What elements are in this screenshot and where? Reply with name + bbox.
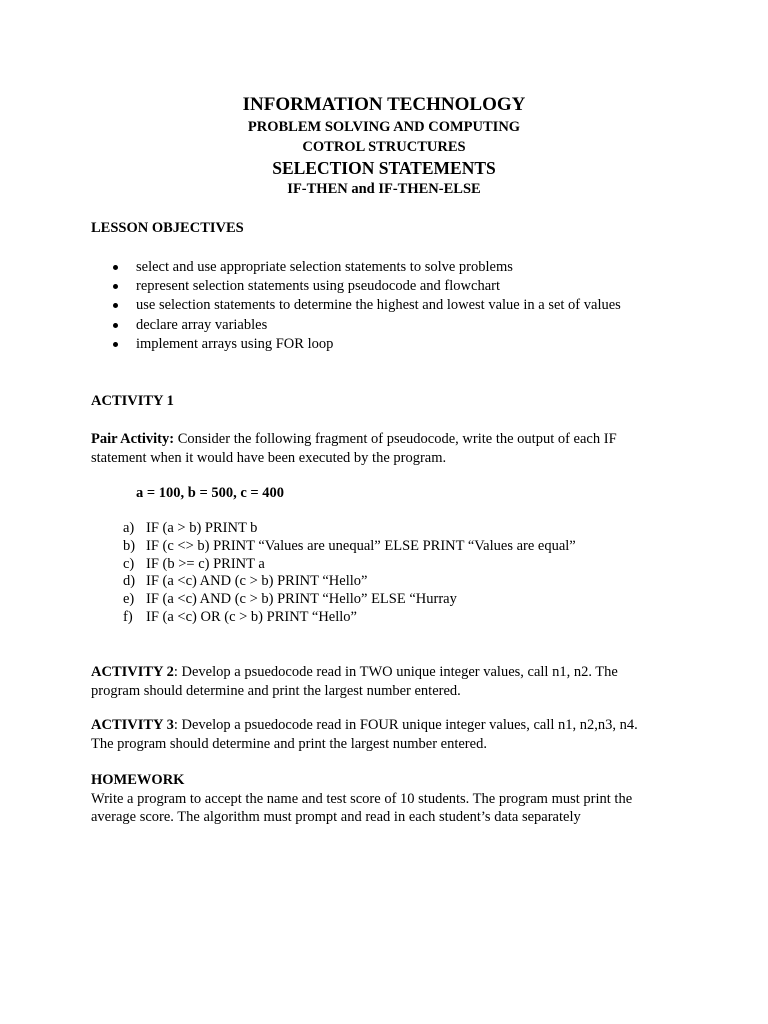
- list-item: c) IF (b >= c) PRINT a: [123, 555, 265, 572]
- list-item: represent selection statements using pseudocode and flowchart: [113, 277, 621, 296]
- activity2-paragraph: ACTIVITY 2: Develop a psuedocode read in TWO unique integer values, call n1, n2. The program should determine and print the largest number entered.: [91, 664, 618, 699]
- bullet-icon: [113, 342, 118, 347]
- activity1-questions: [123, 520, 576, 627]
- activity1-lead-line1: Consider the following fragment of pseudocode, write the output of each IF: [174, 431, 617, 447]
- bullet-icon: [113, 284, 118, 289]
- objectives-list: [113, 258, 621, 354]
- list-item: e) IF (a <c) AND (c > b) PRINT “Hello” ELSE “Hurray: [123, 591, 457, 608]
- document-subtitle-3: SELECTION STATEMENTS: [272, 158, 496, 178]
- list-item: d) IF (a <c) AND (c > b) PRINT “Hello”: [123, 573, 368, 590]
- list-item: use selection statements to determine the highest and lowest value in a set of values: [113, 296, 621, 315]
- list-item: a) IF (a > b) PRINT b: [123, 520, 258, 536]
- bullet-icon: [113, 303, 118, 308]
- list-item: declare array variables: [113, 316, 621, 335]
- document-subtitle-4: IF-THEN and IF-THEN-ELSE: [287, 181, 481, 197]
- pair-activity-label: Pair Activity:: [91, 431, 175, 447]
- homework-heading: HOMEWORK: [91, 772, 185, 788]
- list-item: b) IF (c <> b) PRINT “Values are unequal” ELSE PRINT “Values are equal”: [123, 537, 576, 554]
- homework-section: HOMEWORK Write a program to accept the name and test score of 10 students. The program must print the average score. The algorithm must prompt and read in each student’s data separately: [91, 772, 633, 825]
- document-subtitle-2: COTROL STRUCTURES: [302, 139, 466, 155]
- document-subtitle-1: PROBLEM SOLVING AND COMPUTING: [247, 119, 521, 135]
- activity3-label: ACTIVITY 3: [91, 717, 174, 733]
- document-title: INFORMATION TECHNOLOGY: [242, 94, 526, 115]
- activity1-lead-line2: statement when it would have been executed by the program.: [91, 449, 447, 466]
- list-item: f) IF (a <c) OR (c > b) PRINT “Hello”: [123, 608, 357, 625]
- list-item: implement arrays using FOR loop: [113, 335, 621, 354]
- bullet-icon: [113, 265, 118, 270]
- activity2-label: ACTIVITY 2: [91, 664, 174, 680]
- activity3-paragraph: ACTIVITY 3: Develop a psuedocode read in FOUR unique integer values, call n1, n2,n3, n4. The program should determine and print the largest number entered.: [91, 717, 638, 752]
- objectives-heading: LESSON OBJECTIVES: [91, 220, 244, 236]
- variable-assignment: a = 100, b = 500, c = 400: [136, 485, 285, 501]
- bullet-icon: [113, 323, 118, 328]
- list-item: select and use appropriate selection statements to solve problems: [113, 258, 621, 277]
- activity1-instructions: [91, 430, 681, 467]
- activity1-heading: ACTIVITY 1: [91, 393, 174, 409]
